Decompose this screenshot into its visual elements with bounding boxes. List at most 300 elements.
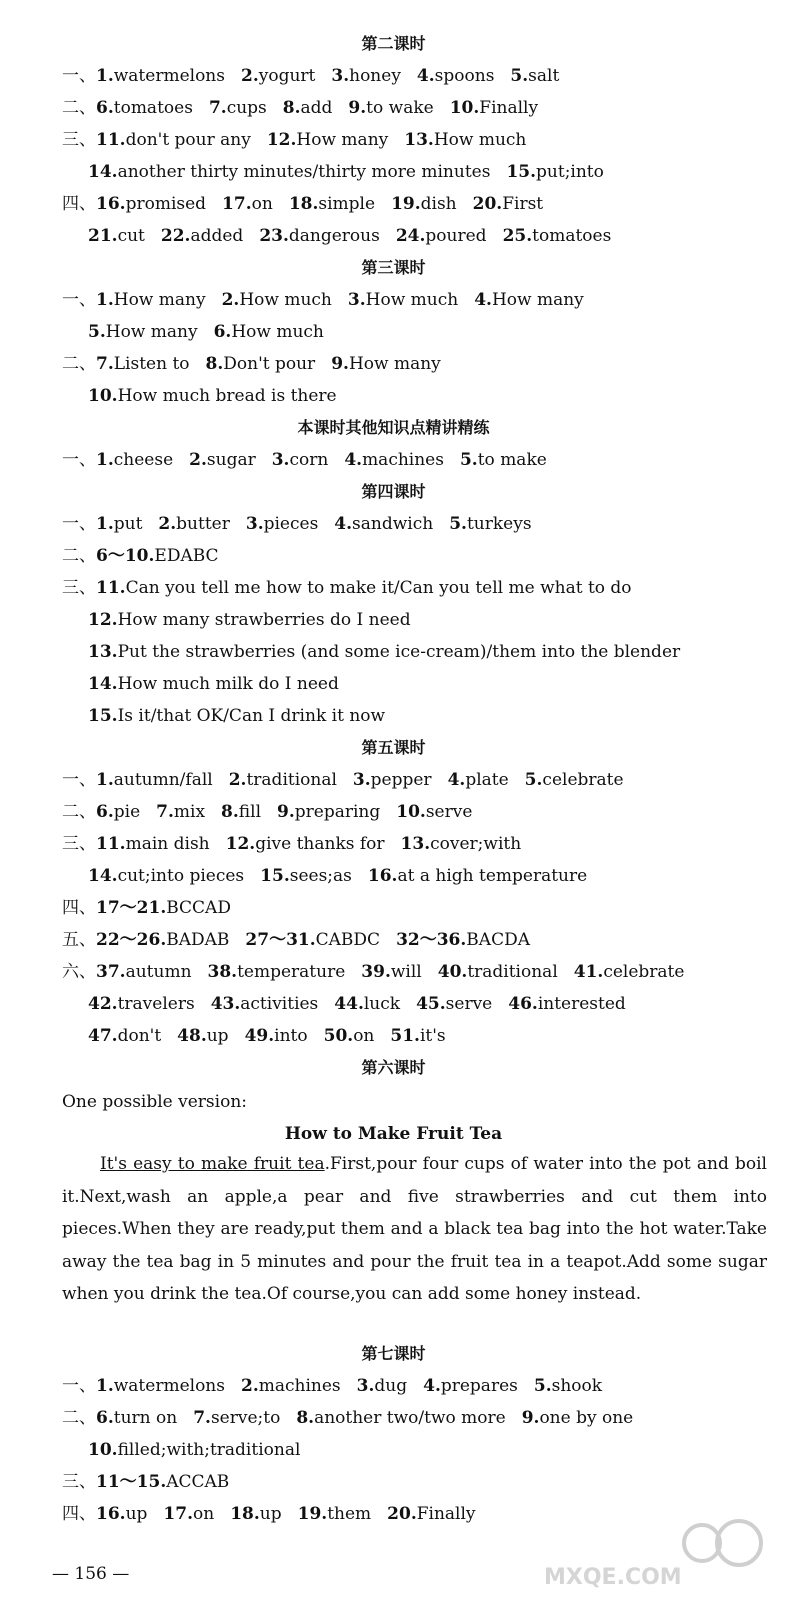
- answer-text: shook: [551, 1376, 603, 1396]
- question-number: 3.: [347, 290, 366, 310]
- question-number: 5.: [533, 1376, 552, 1396]
- answer-item: [88, 674, 339, 694]
- answer-text: machines: [362, 450, 444, 470]
- answer-item: [404, 130, 526, 150]
- answer-text: autumn: [125, 962, 192, 982]
- question-number: 1.: [96, 66, 114, 86]
- answer-text: to make: [477, 450, 547, 470]
- answer-text: poured: [425, 226, 487, 246]
- essay-intro: One possible version:: [62, 1092, 247, 1112]
- answer-item: [88, 1026, 161, 1046]
- answer-text: activities: [240, 994, 319, 1014]
- answer-item: [214, 322, 324, 342]
- answer-text: serve: [445, 994, 493, 1014]
- answer-item: [88, 1440, 300, 1460]
- answer-text: corn: [289, 450, 329, 470]
- answer-text: BCCAD: [166, 898, 231, 918]
- question-number: 1.: [96, 450, 114, 470]
- question-number: 7.: [193, 1408, 211, 1428]
- answer-text: tomatoes: [113, 98, 193, 118]
- answer-text: How much: [433, 130, 527, 150]
- answer-item: [88, 386, 337, 406]
- question-number: 48.: [177, 1026, 207, 1046]
- question-number: 49.: [244, 1026, 275, 1046]
- answer-item: [390, 1026, 445, 1046]
- question-number: 4.: [423, 1376, 441, 1396]
- answer-text: tomatoes: [532, 226, 612, 246]
- section-heading: 本课时其他知识点精讲精练: [297, 418, 490, 437]
- question-number: 45.: [416, 994, 446, 1014]
- question-number: 3.: [245, 514, 264, 534]
- answer-item: [241, 66, 315, 86]
- answer-item: [245, 1026, 308, 1046]
- answer-text: yogurt: [258, 66, 316, 86]
- answer-item: [448, 770, 509, 790]
- answer-row: 三、11.don't pour any 12.How many 13.How much: [62, 130, 527, 150]
- question-number: 8.: [205, 354, 224, 374]
- question-number: 11～15.: [96, 1472, 167, 1492]
- question-number: 17.: [222, 194, 252, 214]
- question-number: 1.: [96, 514, 114, 534]
- answer-text: serve: [425, 802, 473, 822]
- answer-item: [206, 354, 316, 374]
- answer-text: How much: [231, 322, 324, 342]
- question-number: 7.: [96, 354, 114, 374]
- answer-text: it's: [419, 1026, 446, 1046]
- answer-item: [331, 354, 441, 374]
- answer-item: [163, 1504, 214, 1524]
- question-number: 9.: [348, 98, 367, 118]
- answer-text: machines: [258, 1376, 341, 1396]
- answer-row: 一、1.How many 2.How much 3.How much 4.How many: [62, 290, 584, 310]
- essay-body: [62, 1148, 767, 1311]
- answer-text: pepper: [370, 770, 432, 790]
- question-number: 19.: [297, 1504, 328, 1524]
- question-number: 18.: [230, 1504, 260, 1524]
- question-number: 15.: [260, 866, 290, 886]
- answer-text: Finally: [416, 1504, 476, 1524]
- question-number: 2.: [228, 770, 247, 790]
- question-number: 15.: [506, 162, 537, 182]
- answer-text: Finally: [479, 98, 539, 118]
- question-number: 23.: [259, 226, 289, 246]
- answer-item: [208, 962, 346, 982]
- answer-text: ACCAB: [166, 1472, 230, 1492]
- answer-item: [88, 162, 490, 182]
- answer-item: [508, 994, 626, 1014]
- question-number: 4.: [416, 66, 435, 86]
- page-number: — 156 —: [52, 1564, 130, 1584]
- question-number: 4.: [474, 290, 492, 310]
- answer-text: on: [353, 1026, 375, 1046]
- answer-row: [88, 864, 767, 888]
- answer-item: [416, 994, 492, 1014]
- section-heading: 第二课时: [361, 34, 426, 53]
- answer-row: [88, 704, 767, 728]
- answer-item: [522, 1408, 634, 1428]
- answer-item: [96, 98, 193, 118]
- answer-text: autumn/fall: [113, 770, 213, 790]
- answer-row: [88, 672, 767, 696]
- answer-item: [96, 1408, 177, 1428]
- answer-row: 三、11.main dish 12.give thanks for 13.cover;with: [62, 834, 522, 854]
- answer-item: [96, 770, 213, 790]
- answer-item: [525, 770, 624, 790]
- question-number: 20.: [387, 1504, 417, 1524]
- question-number: 4.: [344, 450, 363, 470]
- question-number: 11.: [96, 834, 126, 854]
- question-number: 9.: [521, 1408, 540, 1428]
- answer-item: [353, 770, 432, 790]
- question-number: 5.: [88, 322, 106, 342]
- answer-item: [96, 130, 251, 150]
- essay-rest: .First,pour four cups of water into the pot and boil it.Next,wash an apple,a pear and five strawberries and cut them into pieces.When they are ready,put them and a black tea bag into the hot water.Take away the tea bag in 5 minutes and pour the fruit tea in a teapot.Add some sugar when you drink the tea.Of course,you can add some honey instead.: [62, 1154, 767, 1304]
- answer-item: [88, 866, 244, 886]
- answer-text: watermelons: [113, 1376, 225, 1396]
- answer-item: [88, 226, 145, 246]
- question-number: 17.: [163, 1504, 193, 1524]
- answer-text: add: [300, 98, 333, 118]
- answer-item: [503, 226, 612, 246]
- answer-text: main dish: [125, 834, 210, 854]
- answer-text: added: [190, 226, 244, 246]
- question-number: 5.: [510, 66, 529, 86]
- answer-row: 二、6.pie 7.mix 8.fill 9.preparing 10.serve: [62, 802, 473, 822]
- answer-item: [96, 802, 140, 822]
- answer-text: butter: [176, 514, 230, 534]
- answer-item: [96, 450, 173, 470]
- question-number: 6.: [96, 98, 114, 118]
- answer-item: [209, 98, 267, 118]
- answer-item: [334, 994, 400, 1014]
- answer-row: 四、16.up 17.on 18.up 19.them 20.Finally: [62, 1504, 476, 1524]
- answer-text: pie: [113, 802, 141, 822]
- answer-text: Listen to: [113, 354, 190, 374]
- answer-text: CABDC: [315, 930, 381, 950]
- question-number: 32～36.: [396, 930, 467, 950]
- answer-text: pieces: [263, 514, 319, 534]
- answer-item: [396, 930, 530, 950]
- answer-text: celebrate: [542, 770, 624, 790]
- answer-item: [96, 66, 225, 86]
- question-number: 43.: [210, 994, 241, 1014]
- answer-item: [96, 898, 231, 918]
- question-number: 3.: [271, 450, 290, 470]
- watermark-text: MXQE.COM: [544, 1565, 682, 1590]
- answer-item: [510, 66, 559, 86]
- answer-row: [88, 160, 767, 184]
- answer-item: [161, 226, 243, 246]
- question-number: 22.: [160, 226, 191, 246]
- question-number: 14.: [88, 866, 118, 886]
- answer-item: [96, 354, 190, 374]
- question-number: 10.: [449, 98, 480, 118]
- question-number: 11.: [96, 130, 126, 150]
- answer-item: [96, 194, 206, 214]
- answer-text: How many: [296, 130, 389, 150]
- answer-text: cheese: [113, 450, 174, 470]
- answer-text: Put the strawberries (and some ice-cream)/them into the blender: [117, 642, 681, 662]
- answer-row: [88, 384, 767, 408]
- question-number: 25.: [502, 226, 533, 246]
- answer-text: How much milk do I need: [117, 674, 339, 694]
- answer-text: another thirty minutes/thirty more minutes: [117, 162, 491, 182]
- question-number: 27～31.: [245, 930, 316, 950]
- question-number: 2.: [240, 66, 259, 86]
- answer-item: [96, 962, 192, 982]
- answer-text: up: [125, 1504, 148, 1524]
- answer-item: [88, 610, 411, 630]
- answer-row: 四、16.promised 17.on 18.simple 19.dish 20.First: [62, 194, 544, 214]
- question-number: 9.: [331, 354, 349, 374]
- answer-item: [241, 1376, 341, 1396]
- section-heading: 第三课时: [361, 258, 426, 277]
- answer-row: [88, 320, 767, 344]
- question-number: 4.: [447, 770, 466, 790]
- answer-item: [96, 1504, 147, 1524]
- answer-text: dish: [420, 194, 457, 214]
- answer-row: 四、17～21.BCCAD: [62, 898, 231, 918]
- answer-text: sees;as: [289, 866, 352, 886]
- question-number: 12.: [225, 834, 256, 854]
- answer-row: 三、11～15.ACCAB: [62, 1472, 230, 1492]
- answer-item: [96, 834, 210, 854]
- answer-text: turkeys: [466, 514, 532, 534]
- answer-item: [96, 930, 229, 950]
- answer-item: [222, 290, 332, 310]
- answer-text: EDABC: [154, 546, 219, 566]
- question-number: 16.: [96, 1504, 126, 1524]
- answer-item: [189, 450, 256, 470]
- section-heading: 第六课时: [361, 1058, 426, 1077]
- question-number: 42.: [88, 994, 118, 1014]
- answer-row: 一、1.cheese 2.sugar 3.corn 4.machines 5.to make: [62, 450, 547, 470]
- answer-row: 二、6.turn on 7.serve;to 8.another two/two more 9.one by one: [62, 1408, 634, 1428]
- answer-item: [473, 194, 544, 214]
- answer-item: [348, 290, 458, 310]
- answer-item: [226, 834, 385, 854]
- question-number: 19.: [391, 194, 421, 214]
- question-number: 38.: [207, 962, 238, 982]
- answer-item: [259, 226, 380, 246]
- question-number: 12.: [266, 130, 297, 150]
- answer-row: 六、37.autumn 38.temperature 39.will 40.traditional 41.celebrate: [62, 962, 685, 982]
- answer-item: [177, 1026, 228, 1046]
- answer-text: How many strawberries do I need: [117, 610, 411, 630]
- answer-text: traditional: [467, 962, 558, 982]
- answer-item: [260, 866, 352, 886]
- answer-text: cut;into pieces: [117, 866, 245, 886]
- essay-title: How to Make Fruit Tea: [284, 1124, 503, 1144]
- answer-item: [361, 962, 421, 982]
- question-number: 7.: [156, 802, 174, 822]
- answer-item: [391, 194, 457, 214]
- question-number: 2.: [189, 450, 207, 470]
- question-number: 50.: [323, 1026, 354, 1046]
- answer-text: cover;with: [430, 834, 522, 854]
- question-number: 9.: [277, 802, 295, 822]
- answer-item: [96, 578, 632, 598]
- answer-text: interested: [537, 994, 626, 1014]
- answer-item: [272, 450, 329, 470]
- question-number: 7.: [208, 98, 227, 118]
- answer-item: [460, 450, 547, 470]
- answer-item: [88, 994, 195, 1014]
- question-number: 5.: [459, 450, 478, 470]
- answer-item: [368, 866, 587, 886]
- question-number: 1.: [96, 290, 114, 310]
- question-number: 51.: [390, 1026, 420, 1046]
- answer-text: put: [113, 514, 143, 534]
- answer-item: [324, 1026, 375, 1046]
- answer-text: will: [390, 962, 422, 982]
- answer-row: 一、1.watermelons 2.yogurt 3.honey 4.spoons 5.salt: [62, 66, 560, 86]
- essay-first-sentence: It's easy to make fruit tea: [100, 1154, 325, 1174]
- answer-item: [450, 98, 538, 118]
- answer-item: [88, 706, 385, 726]
- answer-text: travelers: [117, 994, 195, 1014]
- answer-text: temperature: [237, 962, 346, 982]
- answer-text: to wake: [366, 98, 434, 118]
- answer-row: 三、11.Can you tell me how to make it/Can you tell me what to do: [62, 578, 632, 598]
- answer-item: [357, 1376, 407, 1396]
- answer-text: preparing: [294, 802, 381, 822]
- answer-item: [88, 642, 680, 662]
- question-number: 46.: [508, 994, 538, 1014]
- question-number: 1.: [96, 1376, 114, 1396]
- question-number: 16.: [96, 194, 126, 214]
- answer-row: 二、6.tomatoes 7.cups 8.add 9.to wake 10.Finally: [62, 98, 539, 118]
- question-number: 16.: [367, 866, 398, 886]
- answer-item: [96, 1376, 225, 1396]
- answer-text: sugar: [206, 450, 256, 470]
- question-number: 3.: [356, 1376, 375, 1396]
- answer-text: How many: [105, 322, 198, 342]
- question-number: 13.: [400, 834, 431, 854]
- question-number: 12.: [88, 610, 118, 630]
- question-number: 11.: [96, 578, 126, 598]
- answer-row: [88, 992, 767, 1016]
- answer-row: 二、6～10.EDABC: [62, 546, 219, 566]
- answer-item: [298, 1504, 372, 1524]
- answer-item: [331, 66, 401, 86]
- question-number: 15.: [88, 706, 118, 726]
- answer-item: [229, 770, 337, 790]
- answer-text: cups: [226, 98, 267, 118]
- answer-text: How many: [491, 290, 584, 310]
- answer-item: [506, 162, 603, 182]
- answer-text: Is it/that OK/Can I drink it now: [117, 706, 386, 726]
- answer-text: into: [274, 1026, 308, 1046]
- answer-text: BACDA: [466, 930, 530, 950]
- question-number: 14.: [88, 674, 118, 694]
- answer-row: [88, 224, 767, 248]
- section-heading: 第七课时: [361, 1344, 426, 1363]
- question-number: 6.: [213, 322, 232, 342]
- answer-item: [277, 802, 380, 822]
- question-number: 6.: [96, 802, 114, 822]
- answer-item: [387, 1504, 475, 1524]
- answer-text: sandwich: [352, 514, 434, 534]
- answer-item: [574, 962, 685, 982]
- answer-row: 一、1.watermelons 2.machines 3.dug 4.prepares 5.shook: [62, 1376, 603, 1396]
- answer-item: [96, 546, 219, 566]
- answer-item: [211, 994, 319, 1014]
- answer-text: First: [502, 194, 544, 214]
- answer-item: [96, 514, 142, 534]
- answer-item: [158, 514, 229, 534]
- question-number: 2.: [221, 290, 240, 310]
- answer-text: BADAB: [166, 930, 230, 950]
- answer-text: give thanks for: [255, 834, 385, 854]
- answer-item: [283, 98, 333, 118]
- answer-item: [417, 66, 495, 86]
- question-number: 10.: [88, 1440, 118, 1460]
- answer-item: [348, 98, 433, 118]
- answer-text: How many: [113, 290, 206, 310]
- answer-text: at a high temperature: [397, 866, 588, 886]
- answer-item: [401, 834, 522, 854]
- answer-item: [396, 802, 472, 822]
- answer-text: up: [259, 1504, 282, 1524]
- question-number: 3.: [352, 770, 371, 790]
- answer-text: How many: [348, 354, 441, 374]
- answer-text: don't: [117, 1026, 162, 1046]
- section-heading: 第四课时: [361, 482, 426, 501]
- answer-item: [267, 130, 388, 150]
- answer-text: serve;to: [210, 1408, 281, 1428]
- question-number: 24.: [395, 226, 426, 246]
- question-number: 14.: [88, 162, 118, 182]
- answer-item: [88, 322, 198, 342]
- question-number: 13.: [88, 642, 118, 662]
- answer-row: [88, 640, 767, 664]
- answer-text: mix: [173, 802, 206, 822]
- answer-item: [222, 194, 273, 214]
- answer-item: [474, 290, 584, 310]
- question-number: 8.: [296, 1408, 315, 1428]
- answer-text: put;into: [536, 162, 604, 182]
- question-number: 6～10.: [96, 546, 155, 566]
- answer-text: salt: [528, 66, 560, 86]
- question-number: 41.: [573, 962, 604, 982]
- answer-item: [230, 1504, 281, 1524]
- answer-text: How much: [365, 290, 459, 310]
- question-number: 40.: [437, 962, 468, 982]
- answer-item: [96, 1472, 229, 1492]
- question-number: 4.: [334, 514, 353, 534]
- answer-item: [193, 1408, 280, 1428]
- answer-text: on: [193, 1504, 215, 1524]
- answer-text: Don't pour: [223, 354, 316, 374]
- answer-text: simple: [318, 194, 376, 214]
- question-number: 18.: [288, 194, 319, 214]
- answer-text: on: [251, 194, 273, 214]
- answer-row: 一、1.autumn/fall 2.traditional 3.pepper 4.plate 5.celebrate: [62, 770, 624, 790]
- answer-text: honey: [349, 66, 401, 86]
- answer-item: [344, 450, 444, 470]
- answer-text: dug: [374, 1376, 408, 1396]
- answer-text: watermelons: [113, 66, 225, 86]
- answer-text: promised: [125, 194, 207, 214]
- question-number: 8.: [282, 98, 301, 118]
- question-number: 2.: [158, 514, 177, 534]
- answer-item: [246, 514, 318, 534]
- question-number: 37.: [96, 962, 126, 982]
- answer-row: 二、7.Listen to 8.Don't pour 9.How many: [62, 354, 441, 374]
- answer-text: dangerous: [288, 226, 380, 246]
- answer-text: cut: [117, 226, 145, 246]
